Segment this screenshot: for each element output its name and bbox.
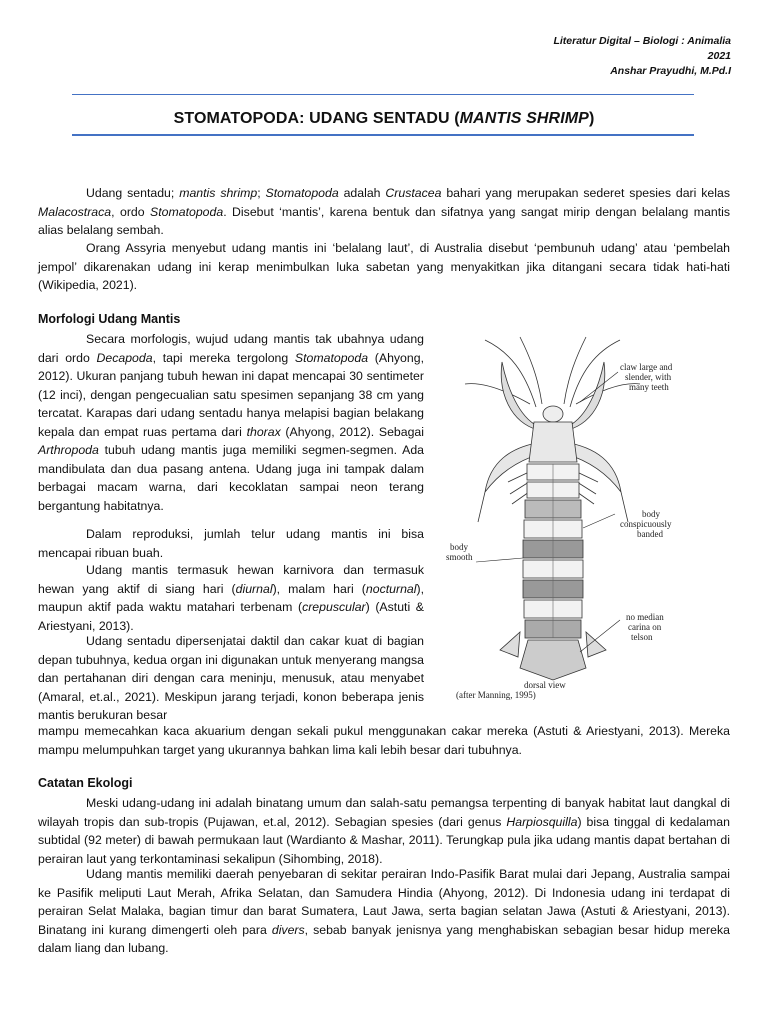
text-run: ) bisa tinggal di kedalaman subtidal (92 meter) di bawah permukaan laut (Wardianto & Mashar, 2011). Terungkap pula jika udang mantis dapat bertahan di perairan laut yang terkontaminasi sekalipun (Sihombing, 2018). [38, 814, 730, 866]
label-claw: claw large and slender, with many teeth [620, 362, 673, 392]
text-run: ), maupun aktif pada waktu matahari terbenam ( [38, 581, 424, 614]
text-run: (Ahyong, 2012). Ukuran panjang tubuh hewan ini dapat mencapai 30 sentimeter (12 inci), dengan pengecualian satu spesimen sepanjang 38 cm yang tercatat. Karapas dari udang sentadu hanya melapisi bagian belakang kepala dan empat ruas pertama dari [38, 350, 424, 439]
text-run: ) (Astuti & Ariestyani, 2013). [38, 600, 425, 633]
label-banded: body conspicuously banded [620, 509, 672, 539]
italic-term: crepuscular [302, 600, 366, 614]
telson [520, 640, 586, 680]
header-author: Anshar Prayudhi, M.Pd.I [610, 65, 731, 77]
italic-term: Decapoda [96, 350, 153, 365]
morfologi-paragraph-2 [38, 525, 424, 562]
text-run: Udang mantis memiliki daerah penyebaran di sekitar perairan Indo-Pasifik Barat mulai dari Jepang, Australia sampai ke Pasifik meliputi Laut Merah, Afrika Selatan, dan Samudera Hindia (Ahyong, 2012). Di Indonesia udang ini terdapat di perairan Selat Malaka, bagian timur dan barat Sumatera, Laut Jawa, serta bagian selatan Jawa (Astuti & Ariestyani, 2013). Binatang ini kurang dimengerti oleh para [38, 867, 730, 937]
italic-term: Crustacea [385, 186, 442, 200]
text-run: Udang mantis termasuk hewan karnivora dan termasuk hewan yang aktif di siang hari ( [38, 563, 424, 596]
text-run: Udang sentadu; [86, 186, 180, 200]
label-dorsal-view: dorsal view [524, 680, 566, 690]
italic-term: Stomatopoda [265, 186, 339, 200]
text-run: mampu memecahkan kaca akuarium dengan sekali pukul menggunakan cakar mereka (Astuti & Ariestyani, 2013). Mereka mampu melumpuhkan target yang ukurannya bahkan lima kali lebih besar dari tubuhnya. [38, 724, 730, 757]
text-run: ), malam hari ( [272, 581, 366, 596]
text-run: Meski udang-udang ini adalah binatang umum dan salah-satu pemangsa terpenting di banyak habitat laut dangkal di wilayah tropis dan sub-tropis (Pujawan, et.al, 2012). Sebagian spesies (dari genus [38, 796, 730, 829]
text-run: , ordo [111, 204, 151, 219]
mantis-shrimp-figure [430, 332, 730, 710]
intro-paragraph-2 [38, 239, 730, 295]
text-run: bahari yang merupakan sederet spesies dari kelas [441, 186, 730, 200]
section-heading-morfologi: Morfologi Udang Mantis [38, 312, 181, 326]
text-run: Secara morfologis, wujud udang mantis tak ubahnya udang dari ordo [38, 332, 424, 365]
page-title [0, 110, 768, 128]
text-run: Udang sentadu dipersenjatai daktil dan cakar kuat di bagian depan tubuhnya, kedua organ ini digunakan untuk menyerang mangsa dan pertahanan diri dengan cara meninju, menusuk, atau menyabet (Amaral, et.al., 2021). Meskipun jarang terjadi, konon beberapa jenis mantis berukuran besar [38, 634, 424, 722]
text-run: . Disebut ‘mantis’, karena bentuk dan sifatnya yang sangat mirip dengan belalang mantis alias belalang sembah. [38, 204, 730, 237]
top-rule [72, 94, 694, 95]
text-run: ; [257, 186, 266, 200]
text-run: Orang Assyria menyebut udang mantis ini ‘belalang laut’, di Australia disebut ‘pembunuh udang’ atau ‘pembelah jempol’ dikarenakan udang ini kerap menimbulkan luka sabetan yang menyakitkan jika ditangani secara tidak hati-hati (Wikipedia, 2021). [38, 241, 730, 292]
label-smooth: body smooth [446, 542, 473, 562]
italic-term: nocturnal [365, 581, 417, 596]
italic-term: thorax [246, 424, 281, 439]
intro-paragraph-1 [38, 184, 730, 240]
carapace [529, 422, 577, 462]
italic-term: Malacostraca [38, 204, 112, 219]
header-course: Literatur Digital – Biologi : Animalia [553, 35, 731, 47]
text-run: adalah [338, 186, 386, 200]
section-heading-ekologi: Catatan Ekologi [38, 776, 133, 790]
figure-credit: (after Manning, 1995) [456, 690, 536, 700]
italic-term: Harpiosquilla [506, 814, 578, 829]
ekologi-paragraph-1 [38, 794, 730, 868]
italic-term: Stomatopoda [294, 350, 369, 365]
label-carina: no median carina on telson [626, 612, 664, 642]
mantis-shrimp-drawing [430, 332, 730, 710]
text-run: Dalam reproduksi, jumlah telur udang mantis ini bisa mencapai ribuan buah. [38, 527, 424, 560]
morfologi-paragraph-1 [38, 330, 424, 515]
document-header [553, 34, 731, 79]
morfologi-paragraph-3 [38, 561, 424, 635]
header-year: 2021 [707, 50, 731, 62]
italic-term: Stomatopoda [150, 204, 224, 219]
text-run: tubuh udang mantis juga memiliki segmen-segmen. Ada mandibulata dan dua pasang antena. Udang juga ini tampak dalam berbagai macam warna, dari kecoklatan sampai neon terang bergantung habitatnya. [38, 443, 424, 513]
italic-term: divers [271, 922, 305, 937]
text-run: (Ahyong, 2012). Sebagai [280, 424, 425, 439]
title-rule [72, 134, 694, 136]
ekologi-paragraph-2 [38, 865, 730, 958]
morfologi-paragraph-4-continued [38, 722, 730, 759]
body-segments [500, 464, 606, 680]
italic-term: Arthropoda [38, 443, 99, 457]
morfologi-paragraph-4 [38, 632, 424, 725]
title-close: ) [588, 110, 595, 127]
title-italic: MANTIS SHRIMP [459, 110, 589, 127]
antennule-right [564, 337, 586, 404]
text-run: , sebab banyak jenisnya yang menghabiskan sebagian besar hidup mereka dalam liang dan lubang. [38, 922, 730, 955]
italic-term: diurnal [235, 581, 273, 596]
text-run: , tapi mereka tergolong [152, 350, 295, 365]
title-main: STOMATOPODA: UDANG SENTADU ( [173, 110, 460, 127]
italic-term: mantis shrimp [179, 186, 258, 200]
